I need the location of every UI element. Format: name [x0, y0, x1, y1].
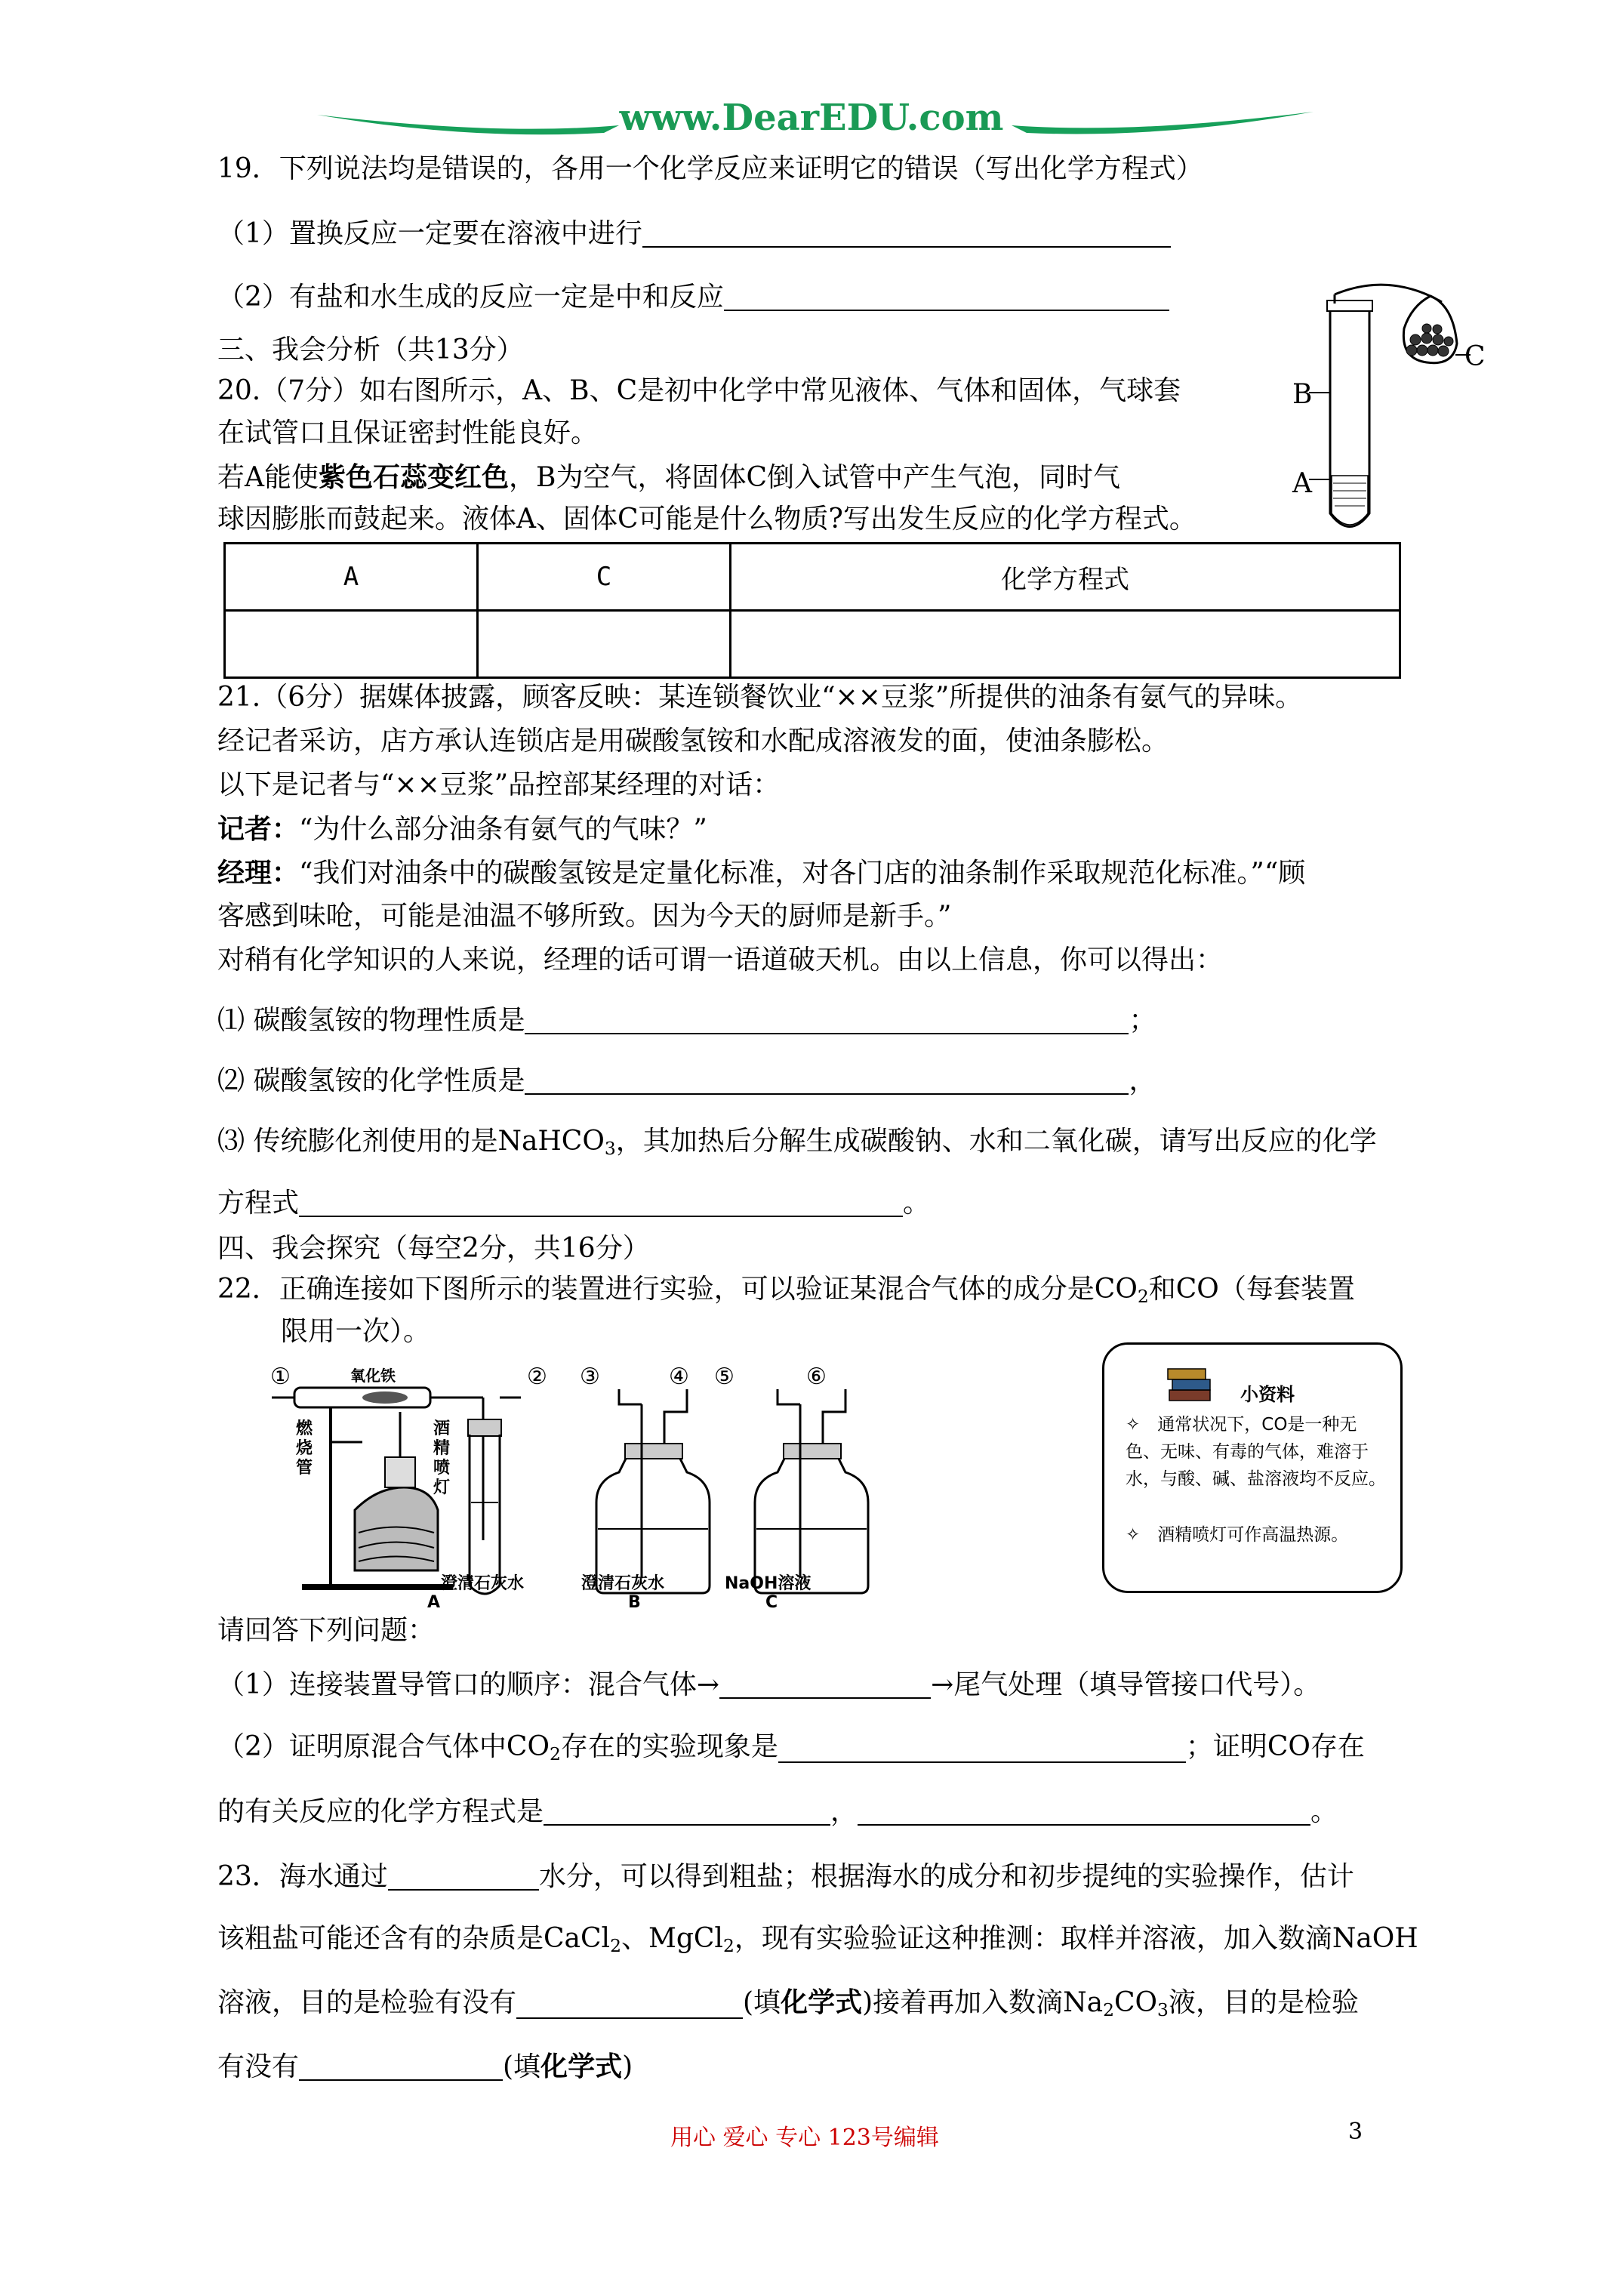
answer-cell-a[interactable]: [225, 611, 478, 678]
header-c: C: [478, 544, 731, 611]
header-a: A: [225, 544, 478, 611]
q20-line2: 在试管口且保证密封性能良好。: [217, 418, 599, 448]
table-row: [225, 611, 1400, 678]
header-equation: 化学方程式: [731, 544, 1400, 611]
iron-oxide-label: 氧化铁: [350, 1367, 396, 1385]
q23-line1: 23．海水通过 水分，可以得到粗盐；根据海水的成分和初步提纯的实验操作，估计: [217, 1861, 1354, 1892]
q19-part1: （1）置换反应一定要在溶液中进行: [217, 219, 1171, 248]
answer-blank[interactable]: [778, 1734, 1186, 1763]
books-icon: [1165, 1364, 1218, 1410]
tube-label: 燃烧管: [296, 1419, 313, 1478]
port-6: ⑥: [806, 1364, 827, 1390]
apparatus-a: A: [427, 1593, 441, 1612]
answer-blank[interactable]: [388, 1862, 539, 1891]
q20-answer-table: [223, 542, 1401, 679]
lamp-label: 酒精喷灯: [433, 1419, 451, 1497]
label-c: C: [1464, 341, 1486, 372]
apparatus-diagram: [264, 1359, 883, 1601]
q21-reporter: 记者：“为什么部分油条有氨气的气味？”: [217, 813, 707, 845]
answer-blank[interactable]: [724, 282, 1169, 311]
q22-part1: （1）连接装置导管口的顺序：混合气体→ →尾气处理（填导管接口代号）。: [217, 1669, 1321, 1700]
answer-blank[interactable]: [525, 1006, 1129, 1034]
q23-line3: 溶液，目的是检验有没有 (填化学式)接着再加入数滴$Na_2CO_3$液，目的是检验: [217, 1986, 1359, 2020]
q21-sub2: ⑵ 碳酸氢铵的化学性质是 ，: [217, 1065, 1156, 1096]
answer-blank[interactable]: [544, 1797, 830, 1826]
answer-blank[interactable]: [525, 1066, 1129, 1095]
q21-manager-2: 客感到味呛，可能是油温不够所致。因为今天的厨师是新手。”: [217, 901, 952, 932]
note-item-1: ✧ 通常状况下，CO是一种无色、无味、有毒的气体，难溶于水，与酸、碱、盐溶液均不反应。: [1126, 1415, 1386, 1489]
q21-sub3-cont: 方程式 。: [217, 1188, 931, 1219]
q23-line4: 有没有 (填化学式): [217, 2051, 633, 2082]
port-3: ③: [580, 1364, 600, 1390]
note-title: 小资料: [1240, 1384, 1295, 1405]
q21-line2: 经记者采访，店方承认连锁店是用碳酸氢铵和水配成溶液发的面，使油条膨松。: [217, 726, 1169, 757]
q22-line2: 限用一次）。: [281, 1316, 431, 1347]
q21-sub1: ⑴ 碳酸氢铵的物理性质是 ；: [217, 1005, 1156, 1036]
q21-line6: 对稍有化学知识的人来说，经理的话可谓一语道破天机。由以上信息，你可以得出：: [217, 945, 1224, 975]
answer-blank[interactable]: [516, 1990, 743, 2019]
port-2: ②: [527, 1364, 547, 1390]
apparatus-b: B: [628, 1593, 641, 1612]
answer-blank[interactable]: [858, 1797, 1310, 1826]
answer-blank[interactable]: [719, 1670, 931, 1699]
q20-line4: 球因膨胀而鼓起来。液体A、固体C可能是什么物质?写出发生反应的化学方程式。: [217, 504, 1196, 535]
q21-manager: 经理：“我们对油条中的碳酸氢铵是定量化标准，对各门店的油条制作采取规范化标准。”“顾: [217, 857, 1306, 889]
port-5: ⑤: [714, 1364, 735, 1390]
section-4-title: 四、我会探究（每空2分，共16分）: [217, 1233, 650, 1264]
info-note-box: [1102, 1342, 1403, 1593]
q19-part2: （2）有盐和水生成的反应一定是中和反应: [217, 282, 1169, 311]
q21-line3: 以下是记者与“××豆浆”品控部某经理的对话：: [217, 769, 781, 800]
q21-line1: 21.（6分）据媒体披露，顾客反映：某连锁餐饮业“××豆浆”所提供的油条有氨气的异味。: [217, 682, 1303, 713]
q22-part2-cont: 的有关反应的化学方程式是 ， 。: [217, 1796, 1338, 1827]
naoh-label: NaOH溶液: [725, 1574, 812, 1593]
answer-blank[interactable]: [299, 2052, 503, 2081]
answer-blank[interactable]: [642, 219, 1171, 248]
q21-sub3: ⑶ 传统膨化剂使用的是NaHCO$_3$，其加热后分解生成碳酸钠、水和二氧化碳，请写出反应的化学: [217, 1126, 1377, 1159]
site-logo: www.DearEDU.com: [619, 97, 1004, 139]
q20-line3: 若A能使紫色石蕊变红色，B为空气，将固体C倒入试管中产生气泡，同时气: [217, 461, 1121, 493]
port-1: ①: [270, 1364, 291, 1390]
label-a: A: [1292, 468, 1312, 499]
label-b: B: [1292, 379, 1313, 410]
q22-line1: 22．正确连接如下图所示的装置进行实验，可以验证某混合气体的成分是$CO_2$和CO（每套装置: [217, 1274, 1355, 1307]
lime-label-a: 澄清石灰水: [441, 1574, 525, 1593]
q19-stem: 19．下列说法均是错误的，各用一个化学反应来证明它的错误（写出化学方程式）: [217, 153, 1203, 184]
table-header-row: [225, 544, 1400, 611]
answer-cell-c[interactable]: [478, 611, 731, 678]
page-number: 3: [1348, 2119, 1363, 2145]
q22-part2: （2）证明原混合气体中$CO_2$存在的实验现象是 ；证明CO存在: [217, 1731, 1365, 1764]
port-4: ④: [669, 1364, 689, 1390]
answer-blank[interactable]: [299, 1188, 903, 1217]
test-tube-balloon-diagram: [1283, 272, 1480, 544]
q20-line1: 20.（7分）如右图所示，A、B、C是初中化学中常见液体、气体和固体，气球套: [217, 375, 1181, 406]
q23-line2: 该粗盐可能还含有的杂质是CaCl$_2$、MgCl$_2$，现有实验验证这种推测：取样并溶液，加入数滴NaOH: [217, 1923, 1418, 1956]
q22-ask: 请回答下列问题：: [217, 1615, 436, 1646]
footer-motto: 用心 爱心 专心 123号编辑: [670, 2125, 939, 2151]
note-item-2: ✧ 酒精喷灯可作高温热源。: [1126, 1525, 1349, 1545]
section-3-title: 三、我会分析（共13分）: [217, 334, 524, 365]
apparatus-c: C: [765, 1593, 778, 1612]
answer-cell-equation[interactable]: [731, 611, 1400, 678]
lime-label-b: 澄清石灰水: [581, 1574, 665, 1593]
